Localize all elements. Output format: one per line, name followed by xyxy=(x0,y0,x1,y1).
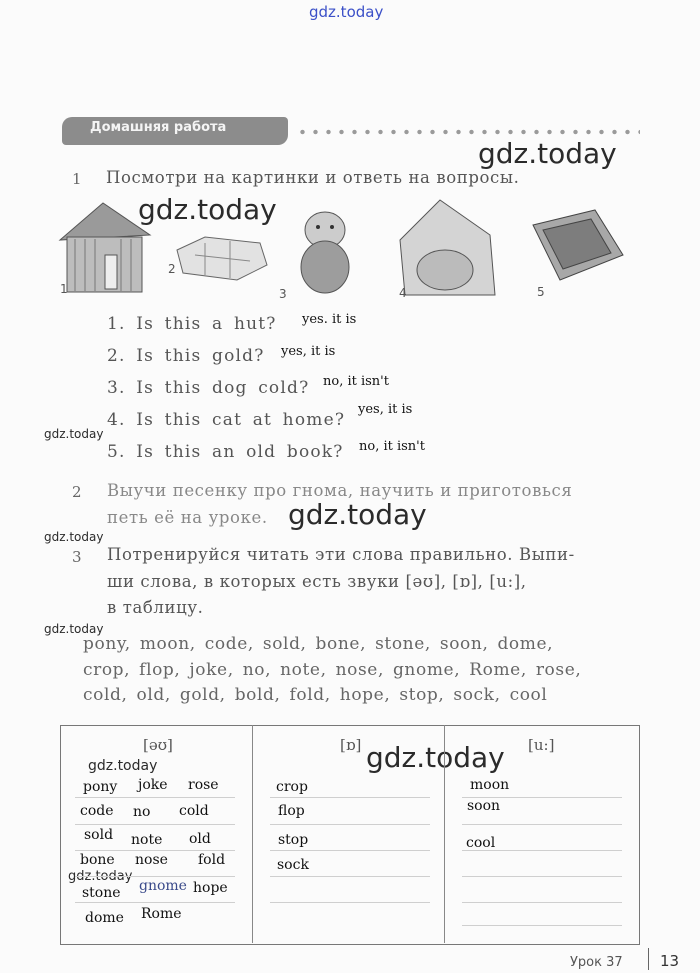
cat-house-picture xyxy=(400,200,495,295)
table-cell: cold xyxy=(179,803,209,819)
answer: yes, it is xyxy=(358,402,413,417)
table-cell: sock xyxy=(277,857,309,873)
exercise-number: 1 xyxy=(72,170,82,188)
table-cell: soon xyxy=(467,798,501,814)
exercise-number: 2 xyxy=(72,483,82,501)
table-column-divider xyxy=(444,725,445,943)
answer: yes. it is xyxy=(302,312,357,327)
watermark: gdz.today xyxy=(44,427,104,441)
table-cell: joke xyxy=(138,777,168,793)
watermark: gdz.today xyxy=(478,137,617,170)
table-rule xyxy=(75,876,235,877)
table-rule xyxy=(270,797,430,798)
watermark: gdz.today xyxy=(366,741,505,774)
exercise-instruction: Посмотри на картинки и ответь на вопросы. xyxy=(106,168,520,187)
table-rule xyxy=(270,902,430,903)
question: 2. Is this gold? xyxy=(107,346,265,366)
table-rule xyxy=(75,850,235,851)
watermark-top: gdz.today xyxy=(309,3,384,21)
table-cell: stop xyxy=(278,832,309,848)
question: 1. Is this a hut? xyxy=(107,314,277,334)
picture-label: 1 xyxy=(60,282,68,296)
table-header: [əʊ] xyxy=(143,736,173,754)
word-list: cold, old, gold, bold, fold, hope, stop, sock, cool xyxy=(83,685,548,705)
table-rule xyxy=(75,797,235,798)
exercise-instruction: ши слова, в которых есть звуки [əʊ], [ɒ], [u:], xyxy=(107,572,527,591)
table-cell: sold xyxy=(84,827,114,843)
table-cell: moon xyxy=(470,777,510,793)
table-cell: no xyxy=(133,804,151,820)
table-header: [u:] xyxy=(528,736,555,754)
table-cell: flop xyxy=(278,803,305,819)
lesson-label: Урок 37 xyxy=(570,955,623,970)
table-rule xyxy=(462,876,622,877)
table-cell: cool xyxy=(466,835,496,851)
table-column-divider xyxy=(252,725,253,943)
watermark: gdz.today xyxy=(138,193,277,226)
table-cell: bone xyxy=(80,852,115,868)
table-rule xyxy=(462,902,622,903)
answer: yes, it is xyxy=(281,344,336,359)
book-picture xyxy=(533,210,623,280)
answer: no, it isn't xyxy=(359,439,425,454)
exercise-pictures xyxy=(55,195,660,305)
table-cell: dome xyxy=(85,910,124,926)
watermark: gdz.today xyxy=(68,869,133,884)
section-title: Домашняя работа xyxy=(90,120,227,135)
table-header: [ɒ] xyxy=(340,736,362,754)
table-cell: gnome xyxy=(139,878,187,894)
answer: no, it isn't xyxy=(323,374,389,389)
exercise-instruction: Потренируйся читать эти слова правильно. Выпи- xyxy=(107,545,575,564)
picture-label: 4 xyxy=(399,286,407,300)
question: 4. Is this cat at home? xyxy=(107,410,346,430)
table-cell: Rome xyxy=(141,906,182,922)
word-list: crop, flop, joke, no, note, nose, gnome, Rome, rose, xyxy=(83,660,582,680)
table-rule xyxy=(75,824,235,825)
table-rule xyxy=(462,925,622,926)
watermark: gdz.today xyxy=(288,498,427,531)
table-cell: hope xyxy=(193,880,228,896)
question: 5. Is this an old book? xyxy=(107,442,344,462)
word-list: pony, moon, code, sold, bone, stone, soon, dome, xyxy=(83,634,554,654)
dog-picture xyxy=(301,212,349,293)
exercise-instruction: петь её на уроке. xyxy=(107,508,268,527)
table-cell: stone xyxy=(82,885,121,901)
table-cell: old xyxy=(189,831,211,847)
table-rule xyxy=(270,876,430,877)
picture-label: 2 xyxy=(168,262,176,276)
page-number-divider xyxy=(648,948,649,970)
table-cell: nose xyxy=(135,852,168,868)
watermark: gdz.today xyxy=(88,758,158,774)
page-number: 13 xyxy=(660,952,680,970)
hut-picture xyxy=(60,203,150,292)
watermark: gdz.today xyxy=(44,622,104,636)
picture-label: 5 xyxy=(537,285,545,299)
exercise-number: 3 xyxy=(72,548,82,566)
table-rule xyxy=(75,902,235,903)
table-cell: note xyxy=(131,832,163,848)
table-cell: code xyxy=(80,803,114,819)
table-rule xyxy=(270,850,430,851)
exercise-instruction: в таблицу. xyxy=(107,598,204,617)
table-cell: rose xyxy=(188,777,219,793)
gold-picture xyxy=(177,237,267,280)
table-rule xyxy=(462,824,622,825)
question: 3. Is this dog cold? xyxy=(107,378,310,398)
exercise-instruction: Выучи песенку про гнома, научить и приготовься xyxy=(107,481,573,500)
table-rule xyxy=(270,824,430,825)
dotted-divider xyxy=(296,129,640,135)
table-cell: crop xyxy=(276,779,308,795)
picture-label: 3 xyxy=(279,287,287,301)
table-cell: pony xyxy=(83,779,118,795)
table-cell: fold xyxy=(198,852,226,868)
watermark: gdz.today xyxy=(44,530,104,544)
